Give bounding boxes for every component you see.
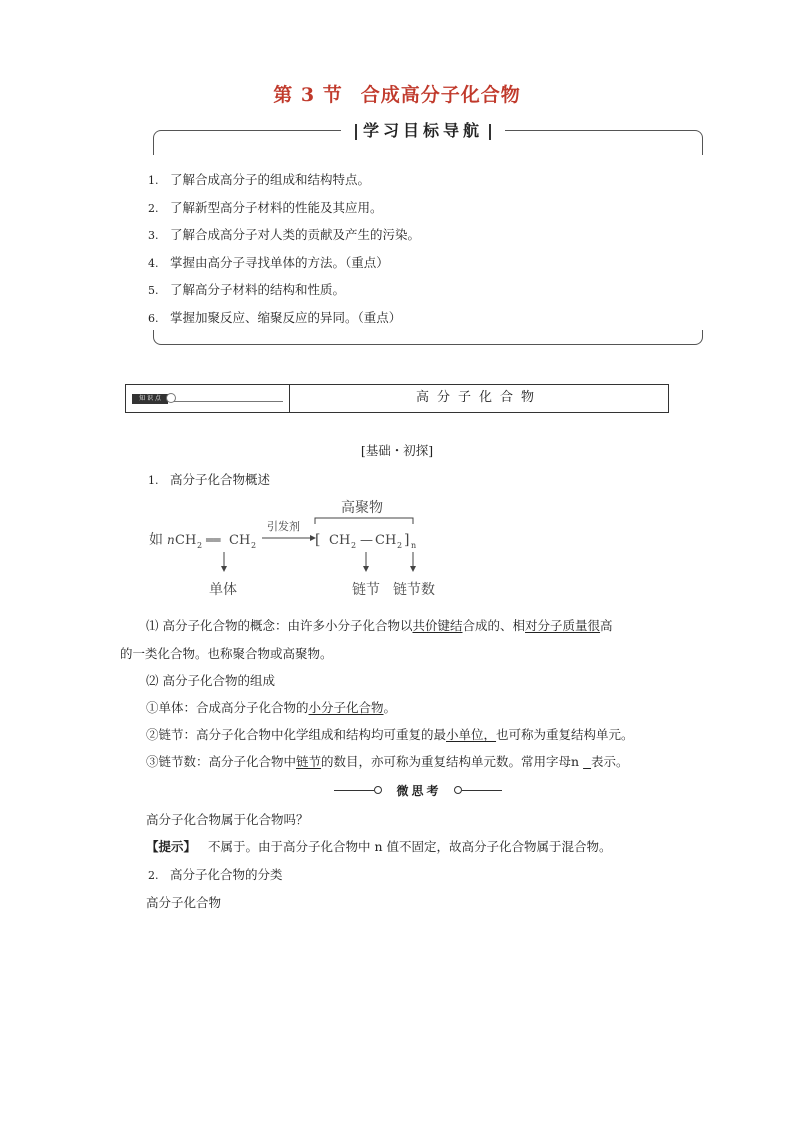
knowledge-point-tag-cell (126, 385, 290, 412)
composition-heading: ⑵ 高分子化合物的组成 (146, 673, 275, 688)
goal-text: 了解高分子材料的结构和性质。 (170, 282, 346, 297)
diagram-prefix: 如 (149, 532, 163, 548)
chain-right: CH (375, 533, 397, 548)
blank-answer: 链节 (296, 754, 322, 769)
divider-line-right (462, 790, 502, 791)
double-bond: ══ (206, 533, 221, 547)
polymer-label: 高聚物 (341, 500, 383, 516)
section-title: 合成高分子化合物 (360, 84, 521, 106)
concept-text: 高 (600, 618, 613, 633)
definition-text: 。 (383, 700, 397, 715)
definition-text: 表示。 (591, 754, 629, 769)
blank-answer (583, 754, 591, 769)
chain-left: CH (329, 533, 351, 548)
page-title (0, 80, 794, 107)
monomer-right: CH (229, 533, 251, 548)
item-number: 2. (148, 869, 159, 882)
monomer-definition (146, 698, 396, 716)
blank-answer: 小分子化合物 (308, 700, 384, 715)
tag-rule (174, 401, 283, 402)
blank-answer: 共价键结 (412, 618, 463, 633)
goal-number: 2. (148, 201, 159, 215)
blank-answer: 对分子质量很 (525, 618, 601, 633)
knowledge-point-title: 高分子化合物 (415, 390, 542, 405)
polymerization-diagram (145, 494, 445, 600)
subscript-2: 2 (351, 541, 357, 550)
bracket-right: ] (404, 532, 410, 548)
degree-definition (146, 752, 629, 770)
item-title: 高分子化合物概述 (170, 472, 271, 487)
basics-subhead: [基础・初探] (360, 443, 434, 458)
knowledge-point-box (125, 384, 669, 413)
goals-heading (341, 119, 505, 143)
concept-paragraph (146, 616, 686, 634)
goal-item (148, 308, 688, 336)
think-hint (146, 837, 612, 855)
divider-dot-icon (374, 786, 382, 794)
single-bond: — (360, 533, 373, 548)
hint-label: 【提示】 (146, 839, 197, 854)
goals-list (148, 170, 688, 335)
item2-heading (148, 865, 283, 883)
definition-text: ①单体：合成高分子化合物的 (146, 700, 309, 715)
goal-item (148, 198, 688, 226)
knowledge-point-tag: 知 识 点 (132, 394, 168, 404)
heading-bar-left (355, 124, 357, 140)
hint-text: 不属于。由于高分子化合物中 n 值不固定，故高分子化合物属于混合物。 (208, 839, 612, 854)
label-unit: 链节 (352, 582, 380, 598)
subscript-2: 2 (397, 541, 403, 550)
subscript-2: 2 (197, 541, 203, 550)
divider-dot-icon (454, 786, 462, 794)
goal-text: 掌握由高分子寻找单体的方法。（重点） (170, 254, 389, 270)
subscript-2: 2 (251, 541, 257, 550)
arrow-label: 引发剂 (267, 520, 300, 533)
think-question: 高分子化合物属于化合物吗？ (146, 812, 309, 827)
goals-heading-text: 学习目标导航 (362, 121, 483, 140)
goal-text: 了解合成高分子对人类的贡献及产生的污染。 (170, 227, 421, 242)
item-title: 高分子化合物的分类 (170, 867, 283, 882)
goal-text: 了解合成高分子的组成和结构特点。 (170, 172, 371, 187)
goal-number: 6. (148, 311, 159, 325)
label-degree: 链节数 (393, 582, 435, 598)
definition-text: 也可称为重复结构单元。 (496, 727, 634, 742)
subscript-n: n (411, 541, 417, 550)
goal-number: 3. (148, 229, 159, 242)
think-divider (334, 782, 504, 798)
goal-number: 5. (148, 284, 159, 297)
section-number: 第 3 节 (273, 84, 343, 106)
arrow-down-icon (410, 566, 416, 572)
concept-text: 合成的、相 (462, 618, 526, 633)
arrow-down-icon (221, 566, 227, 572)
definition-text: ②链节：高分子化合物中化学组成和结构均可重复的最 (146, 727, 447, 742)
item-number: 1. (148, 474, 159, 487)
divider-line-left (334, 790, 374, 791)
goal-item (148, 253, 688, 281)
label-monomer: 单体 (209, 582, 237, 598)
goal-text: 了解新型高分子材料的性能及其应用。 (170, 199, 383, 215)
goal-number: 1. (148, 174, 159, 187)
item1-heading (148, 470, 270, 488)
goal-item (148, 170, 688, 198)
think-label: 微思考 (396, 784, 442, 798)
goal-text: 掌握加聚反应、缩聚反应的异同。（重点） (170, 309, 402, 325)
concept-paragraph-cont: 的一类化合物。也称聚合物或高聚物。 (120, 646, 333, 661)
bracket-left: [ (315, 532, 321, 548)
blank-answer: 小单位， (446, 727, 497, 742)
concept-text: ⑴ 高分子化合物的概念：由许多小分子化合物以 (146, 618, 413, 633)
goal-item (148, 280, 688, 308)
classification-root: 高分子化合物 (146, 895, 222, 910)
monomer-left: CH (175, 533, 197, 548)
goal-number: 4. (148, 256, 159, 270)
chain-unit-definition (146, 725, 634, 743)
definition-text: 的数目，亦可称为重复结构单元数。常用字母n (321, 754, 584, 769)
arrow-down-icon (363, 566, 369, 572)
definition-text: ③链节数：高分子化合物中 (146, 754, 297, 769)
degree-n: n (167, 533, 175, 547)
polymer-brace (315, 518, 413, 524)
heading-bar-right (489, 124, 491, 140)
goal-item (148, 225, 688, 253)
